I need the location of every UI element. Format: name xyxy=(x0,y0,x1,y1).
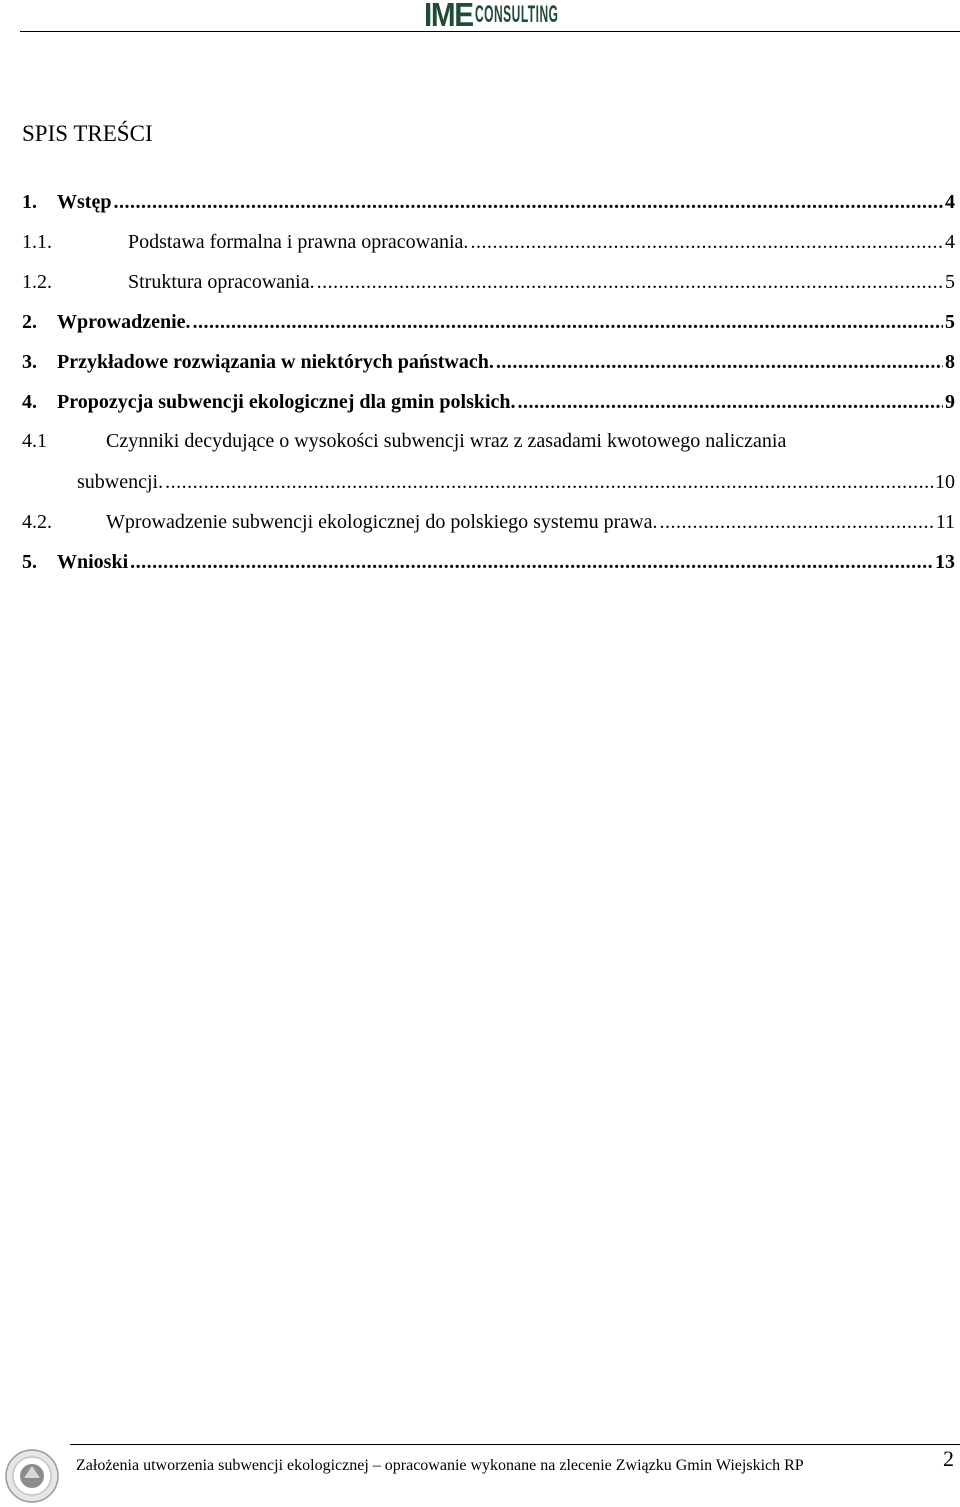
association-seal-icon xyxy=(4,1448,60,1504)
toc-entry-label: Wstęp xyxy=(57,191,112,213)
toc-entry-page: 11 xyxy=(935,511,955,533)
toc-entry-page: 4 xyxy=(945,231,955,253)
toc-entry-page: 13 xyxy=(935,551,955,573)
toc-entry-label: Propozycja subwencji ekologicznej dla gmin polskich. xyxy=(57,391,516,413)
toc-leader-dots xyxy=(518,388,943,416)
page-number: 2 xyxy=(943,1446,954,1471)
toc-leader-dots xyxy=(317,268,943,296)
toc-entry-label: Wprowadzenie. xyxy=(57,311,191,333)
toc-entry-number: 4.2. xyxy=(22,511,52,533)
toc-entry-label: Wprowadzenie subwencji ekologicznej do polskiego systemu prawa. xyxy=(106,511,658,533)
footer-rule xyxy=(70,1444,960,1445)
toc-entry-page: 10 xyxy=(935,471,955,493)
toc-entry-2[interactable] xyxy=(22,308,955,336)
toc-title: SPIS TREŚCI xyxy=(22,121,153,146)
toc-entry-number: 2. xyxy=(22,311,37,333)
toc-entry-label: Czynniki decydujące o wysokości subwencji wraz z zasadami kwotowego naliczania xyxy=(106,430,787,452)
toc-entry-number: 1.1. xyxy=(22,231,52,253)
toc-entry-number: 1.2. xyxy=(22,271,52,293)
toc-leader-dots xyxy=(113,188,943,216)
toc-leader-dots xyxy=(130,548,933,576)
footer-text: Założenia utworzenia subwencji ekologicznej – opracowanie wykonane na zlecenie Związku Gmin Wiejskich RP xyxy=(76,1457,804,1474)
toc-entry-label: Struktura opracowania. xyxy=(128,271,315,293)
toc-entry-number: 3. xyxy=(22,351,37,373)
toc-leader-dots xyxy=(193,308,943,336)
toc-leader-dots xyxy=(165,468,933,496)
toc-entry-1[interactable] xyxy=(22,188,955,216)
logo-ime-text: IME xyxy=(424,0,473,33)
toc-leader-dots xyxy=(496,348,943,376)
toc-entry-number: 1. xyxy=(22,191,37,213)
toc-entry-1-1[interactable] xyxy=(22,228,955,256)
toc-entry-4-2[interactable] xyxy=(22,508,955,536)
toc-entry-1-2[interactable] xyxy=(22,268,955,296)
toc-entry-label: Wnioski xyxy=(57,551,129,573)
toc-entry-3[interactable] xyxy=(22,348,955,376)
logo-consulting-text: CONSULTING xyxy=(475,1,559,28)
toc-entry-number: 5. xyxy=(22,551,37,573)
toc-entry-label: Podstawa formalna i prawna opracowania. xyxy=(128,231,469,253)
toc-leader-dots xyxy=(660,508,934,536)
toc-entry-number: 4.1 xyxy=(22,430,47,452)
ime-consulting-logo xyxy=(424,0,642,32)
header-rule xyxy=(20,31,960,32)
toc-entry-number: 4. xyxy=(22,391,37,413)
toc-entry-page: 4 xyxy=(945,191,955,213)
toc-entry-page: 9 xyxy=(945,391,955,413)
toc-entry-page: 5 xyxy=(945,311,955,333)
toc-entry-page: 5 xyxy=(945,271,955,293)
toc-entry-4-1-line2[interactable] xyxy=(77,468,955,496)
toc-entry-5[interactable] xyxy=(22,548,955,576)
toc-entry-page: 8 xyxy=(945,351,955,373)
toc-entry-4[interactable] xyxy=(22,388,955,416)
toc-entry-label: subwencji. xyxy=(77,471,164,493)
toc-leader-dots xyxy=(470,228,943,256)
toc-entry-label: Przykładowe rozwiązania w niektórych państwach. xyxy=(57,351,494,373)
toc-entry-4-1-line1[interactable] xyxy=(22,427,786,455)
